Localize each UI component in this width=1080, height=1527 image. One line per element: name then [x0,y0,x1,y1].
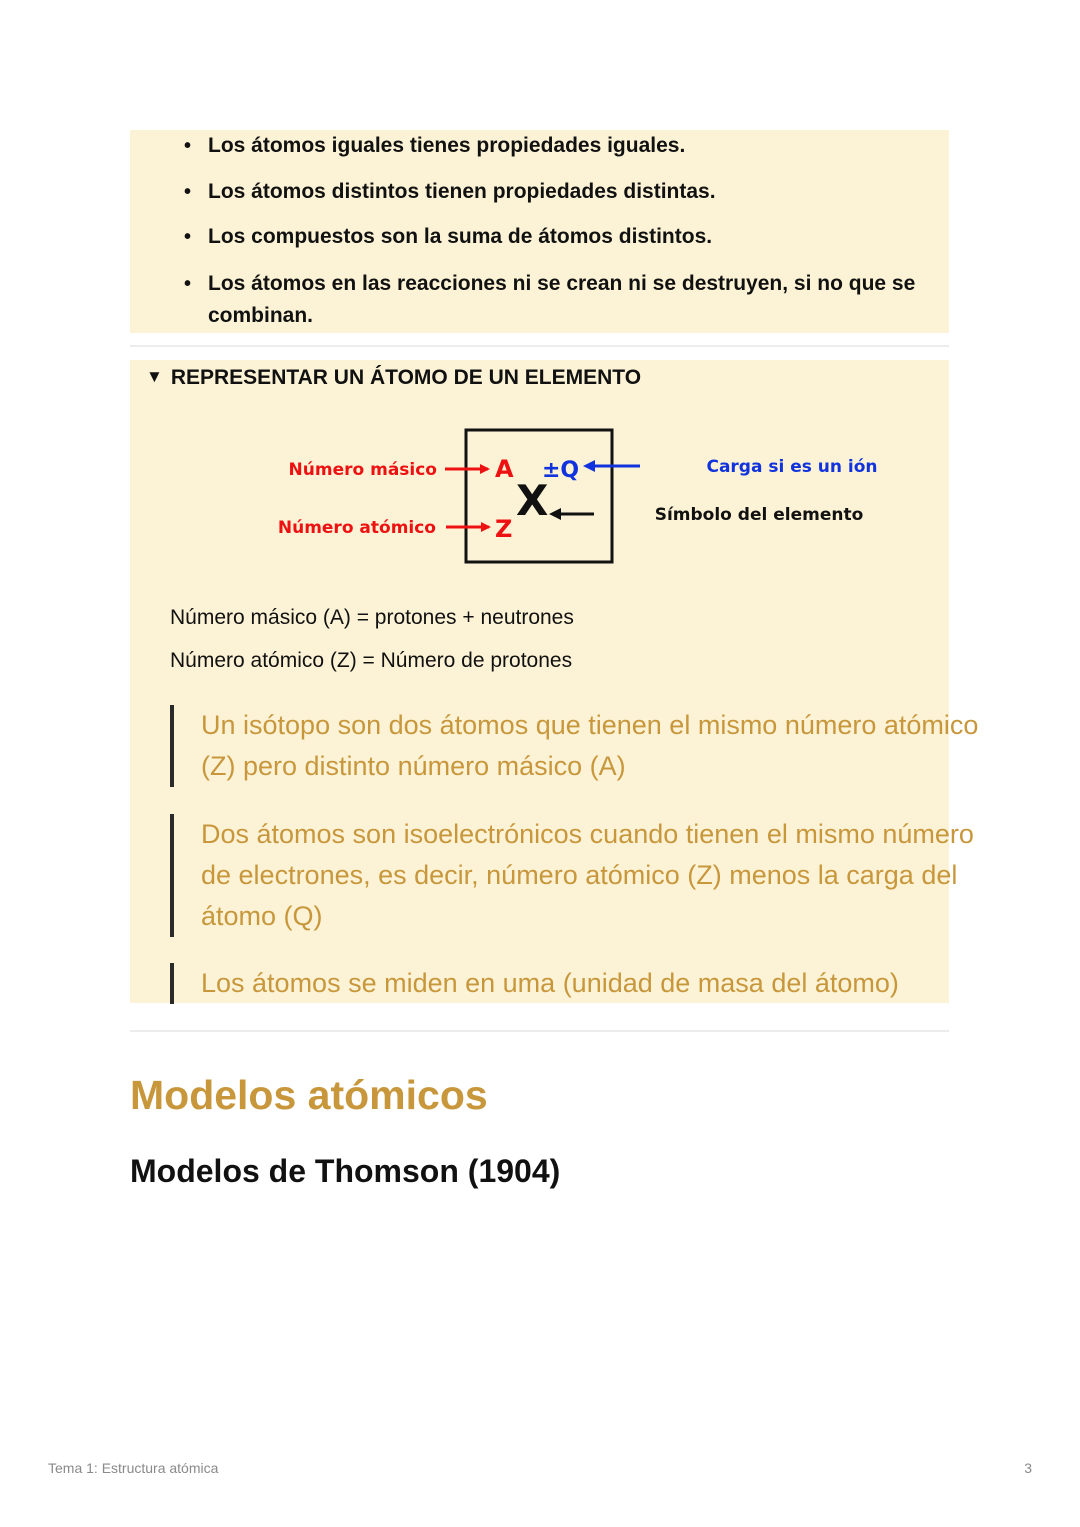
list-item: • Los átomos en las reacciones ni se crean ni se destruyen, si no que se combinan. [208,268,948,332]
divider [130,1030,949,1032]
heading-main: Modelos atómicos [130,1072,488,1118]
atom-notation-diagram [277,425,878,575]
toggle-section [130,360,979,1003]
mass-number-formula: Número másico (A) = protones + neutrones [170,606,574,629]
triangle-down-icon[interactable]: ▼ [146,367,163,386]
mass-number-label: Número másico [288,460,437,480]
isoelectronic-quote: Dos átomos son isoelectrónicos cuando tienen el mismo número de electrones, es decir, número atómico (Z) menos la carga del átomo (Q) [170,814,981,937]
letter-q: ±Q [542,458,580,483]
page-number: 3 [1024,1460,1032,1476]
divider [130,345,949,347]
footer-title: Tema 1: Estructura atómica [48,1460,219,1476]
bullet-icon: • [184,181,192,203]
toggle-header[interactable] [146,363,641,392]
symbol-label: Símbolo del elemento [654,505,864,525]
letter-z: Z [495,515,513,543]
list-item: • Los átomos distintos tienen propiedades distintas. [208,176,948,208]
isotope-quote: Un isótopo son dos átomos que tienen el mismo número atómico (Z) pero distinto número másico (A) [170,705,981,787]
list-item: • Los átomos iguales tienes propiedades iguales. [208,130,948,162]
letter-a: A [495,455,514,483]
atomic-number-label: Número atómico [277,518,436,538]
principles-callout-box [130,130,949,333]
list-item: • Los compuestos son la suma de átomos distintos. [208,221,948,253]
section-title: REPRESENTAR UN ÁTOMO DE UN ELEMENTO [170,366,642,389]
bullet-icon: • [184,226,192,248]
heading-sub: Modelos de Thomson (1904) [130,1153,561,1189]
bullet-icon: • [184,135,192,157]
letter-x: X [516,476,549,525]
atomic-number-formula: Número atómico (Z) = Número de protones [170,649,573,672]
uma-quote: Los átomos se miden en uma (unidad de masa del átomo) [170,963,981,1004]
bullet-icon: • [184,273,192,295]
charge-label: Carga si es un ión [706,457,878,477]
